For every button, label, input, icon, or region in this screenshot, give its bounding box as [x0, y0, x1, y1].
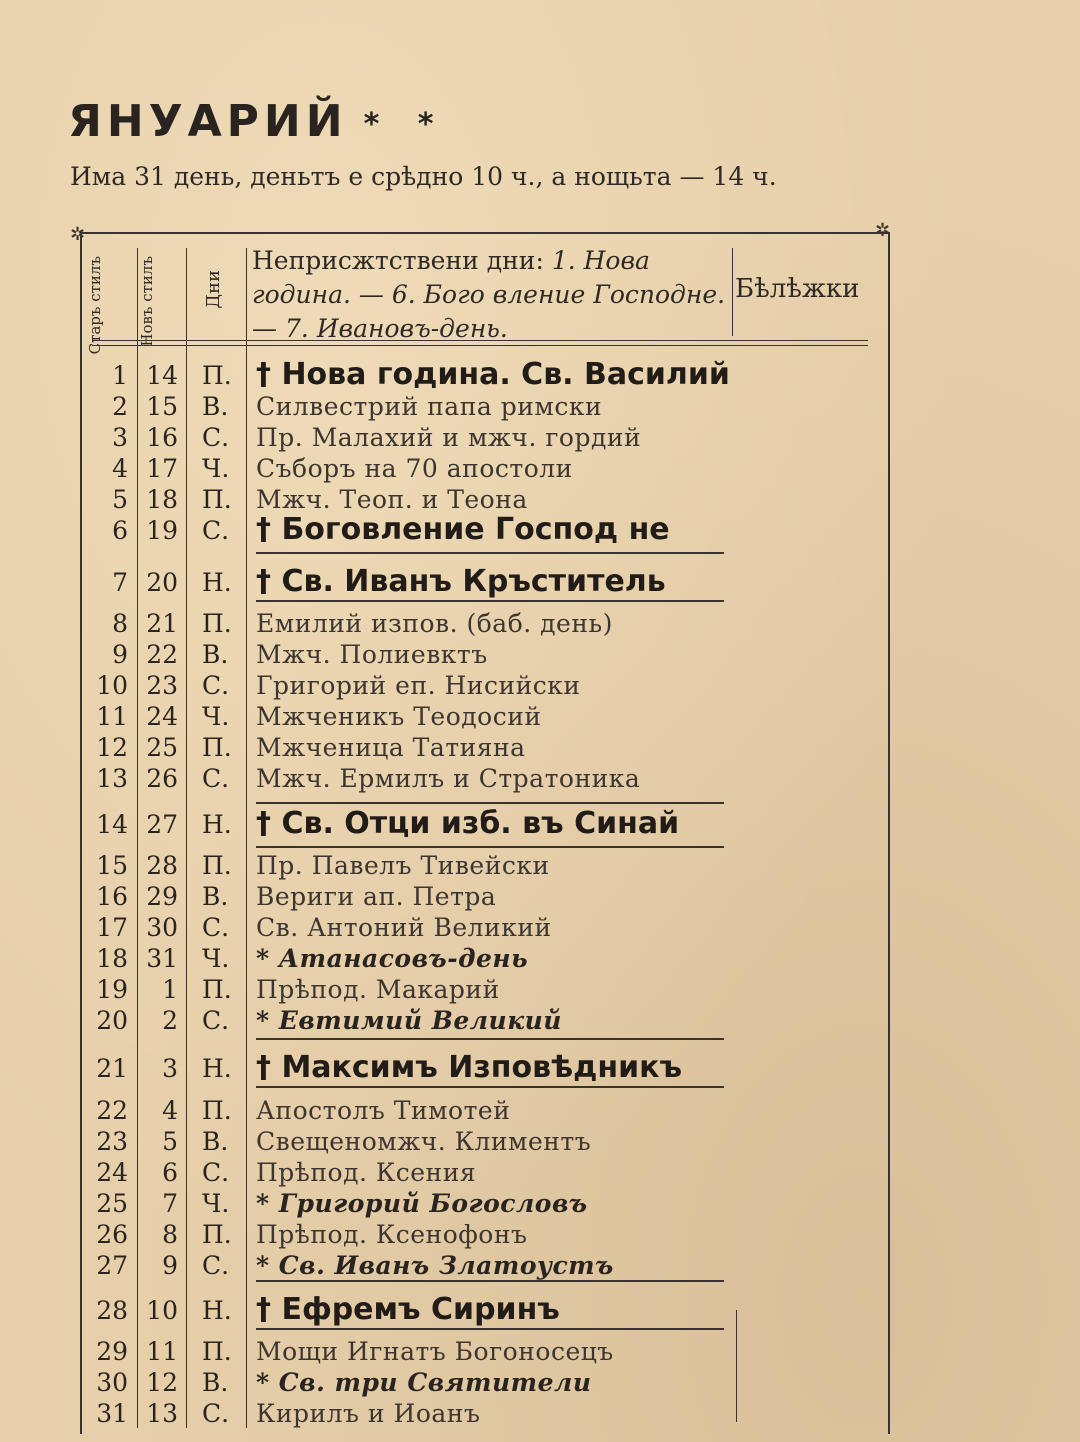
day-of-week: С. — [202, 1251, 230, 1280]
day-row — [86, 392, 736, 423]
day-of-week: П. — [202, 1096, 232, 1125]
day-of-week: П. — [202, 975, 232, 1004]
day-row — [86, 1251, 736, 1282]
day-old-style: 23 — [96, 1127, 128, 1156]
saint-name: * Св. Иванъ Златоустъ — [256, 1251, 614, 1280]
saint-name: † Ефремъ Сиринъ — [256, 1292, 560, 1327]
day-row — [86, 1127, 736, 1158]
day-old-style: 5 — [112, 485, 128, 514]
day-new-style: 9 — [162, 1251, 178, 1280]
saint-name: Св. Антоний Великий — [256, 913, 552, 942]
day-new-style: 21 — [146, 609, 178, 638]
day-old-style: 7 — [112, 568, 128, 597]
feast-separator — [256, 1328, 724, 1330]
day-old-style: 11 — [96, 702, 128, 731]
day-row — [86, 1399, 736, 1430]
day-row — [86, 851, 736, 882]
day-old-style: 22 — [96, 1096, 128, 1125]
saint-name: Мжченица Татияна — [256, 733, 526, 762]
day-old-style: 28 — [96, 1296, 128, 1325]
day-row — [86, 733, 736, 764]
day-of-week: С. — [202, 1006, 230, 1035]
day-new-style: 14 — [146, 361, 178, 390]
day-row — [86, 454, 736, 485]
day-new-style: 5 — [162, 1127, 178, 1156]
header-rule — [92, 340, 868, 341]
day-old-style: 13 — [96, 764, 128, 793]
holidays-list: 1. Нова година. — 6. Бого вление Господне. — 7. Ивановъ-день. — [252, 246, 726, 343]
day-new-style: 7 — [162, 1189, 178, 1218]
day-row — [86, 512, 736, 547]
saint-name: Мжч. Полиевктъ — [256, 640, 488, 669]
day-new-style: 6 — [162, 1158, 178, 1187]
day-new-style: 18 — [146, 485, 178, 514]
day-of-week: П. — [202, 1337, 232, 1366]
feast-separator — [256, 802, 724, 804]
saint-name: Кирилъ и Иоанъ — [256, 1399, 481, 1428]
day-of-week: С. — [202, 1158, 230, 1187]
day-new-style: 17 — [146, 454, 178, 483]
saint-name: Апостолъ Тимотей — [256, 1096, 511, 1125]
day-new-style: 2 — [162, 1006, 178, 1035]
saint-name: Пр. Малахий и мжч. гордий — [256, 423, 642, 452]
day-old-style: 21 — [96, 1054, 128, 1083]
day-new-style: 10 — [146, 1296, 178, 1325]
day-old-style: 20 — [96, 1006, 128, 1035]
saint-name: Пр. Павелъ Тивейски — [256, 851, 550, 880]
day-new-style: 29 — [146, 882, 178, 911]
holidays-note — [252, 244, 728, 346]
day-old-style: 29 — [96, 1337, 128, 1366]
feast-separator — [256, 846, 724, 848]
corner-ornament-icon: ✲ — [875, 220, 891, 241]
saint-name: Прѣпод. Макарий — [256, 975, 500, 1004]
day-of-week: Ч. — [202, 702, 230, 731]
day-of-week: В. — [202, 882, 229, 911]
day-old-style: 24 — [96, 1158, 128, 1187]
saint-name: Мжч. Ермилъ и Стратоника — [256, 764, 641, 793]
saint-name: Съборъ на 70 апостоли — [256, 454, 573, 483]
day-old-style: 10 — [96, 671, 128, 700]
day-old-style: 4 — [112, 454, 128, 483]
day-old-style: 19 — [96, 975, 128, 1004]
day-old-style: 25 — [96, 1189, 128, 1218]
day-of-week: Ч. — [202, 1189, 230, 1218]
day-old-style: 14 — [96, 810, 128, 839]
column-divider — [736, 1310, 737, 1422]
saint-name: * Евтимий Великий — [256, 1006, 562, 1035]
day-of-week: П. — [202, 733, 232, 762]
saint-name: † Св. Иванъ Кръститель — [256, 564, 666, 599]
day-row — [86, 764, 736, 795]
day-of-week: Н. — [202, 810, 232, 839]
day-old-style: 1 — [112, 361, 128, 390]
day-old-style: 16 — [96, 882, 128, 911]
day-row — [86, 1292, 736, 1327]
saint-name: † Св. Отци изб. въ Синай — [256, 806, 680, 841]
day-row — [86, 1368, 736, 1399]
day-row — [86, 671, 736, 702]
day-new-style: 8 — [162, 1220, 178, 1249]
day-new-style: 13 — [146, 1399, 178, 1428]
day-of-week: С. — [202, 1399, 230, 1428]
saint-name: † Нова година. Св. Василий — [256, 357, 730, 392]
day-old-style: 17 — [96, 913, 128, 942]
day-new-style: 26 — [146, 764, 178, 793]
corner-ornament-icon: ✲ — [70, 224, 86, 245]
saint-name: * Св. три Святители — [256, 1368, 592, 1397]
day-of-week: П. — [202, 1220, 232, 1249]
day-old-style: 9 — [112, 640, 128, 669]
day-of-week: Ч. — [202, 944, 230, 973]
day-old-style: 6 — [112, 516, 128, 545]
day-new-style: 31 — [146, 944, 178, 973]
day-row — [86, 357, 736, 392]
saint-name: † Максимъ Изповѣдникъ — [256, 1050, 683, 1085]
day-of-week: П. — [202, 361, 232, 390]
feast-separator — [256, 1086, 724, 1088]
asterisk-ornament-icon: * * — [363, 106, 448, 142]
saint-name: Силвестрий папа римски — [256, 392, 603, 421]
day-row — [86, 1158, 736, 1189]
day-of-week: С. — [202, 423, 230, 452]
saint-name: Григорий еп. Нисийски — [256, 671, 581, 700]
day-new-style: 30 — [146, 913, 178, 942]
header-rule — [92, 345, 868, 346]
day-of-week: С. — [202, 516, 230, 545]
day-old-style: 18 — [96, 944, 128, 973]
day-new-style: 3 — [162, 1054, 178, 1083]
saint-name: Мощи Игнатъ Богоносецъ — [256, 1337, 614, 1366]
saint-name: Свещеномжч. Климентъ — [256, 1127, 592, 1156]
day-row — [86, 1220, 736, 1251]
day-of-week: С. — [202, 671, 230, 700]
day-of-week: В. — [202, 640, 229, 669]
day-new-style: 4 — [162, 1096, 178, 1125]
day-of-week: В. — [202, 392, 229, 421]
day-new-style: 15 — [146, 392, 178, 421]
day-old-style: 27 — [96, 1251, 128, 1280]
day-old-style: 15 — [96, 851, 128, 880]
day-new-style: 22 — [146, 640, 178, 669]
day-row — [86, 1189, 736, 1220]
day-row — [86, 1050, 736, 1085]
day-old-style: 12 — [96, 733, 128, 762]
day-new-style: 20 — [146, 568, 178, 597]
saint-name: * Григорий Богословъ — [256, 1189, 588, 1218]
day-new-style: 25 — [146, 733, 178, 762]
feast-separator — [256, 552, 724, 554]
notes-column-header: Бѣлѣжки — [735, 274, 860, 304]
day-row — [86, 975, 736, 1006]
page-title — [68, 96, 447, 147]
day-old-style: 3 — [112, 423, 128, 452]
day-row — [86, 609, 736, 640]
day-new-style: 16 — [146, 423, 178, 452]
day-of-week: С. — [202, 913, 230, 942]
day-new-style: 12 — [146, 1368, 178, 1397]
day-row — [86, 1337, 736, 1368]
day-new-style: 1 — [162, 975, 178, 1004]
day-of-week: В. — [202, 1368, 229, 1397]
saint-name: Вериги ап. Петра — [256, 882, 497, 911]
day-row — [86, 806, 736, 841]
feast-separator — [256, 1280, 724, 1282]
day-of-week: Н. — [202, 1054, 232, 1083]
day-row — [86, 702, 736, 733]
day-of-week: С. — [202, 764, 230, 793]
col-header-old-style: Старъ стилъ — [86, 256, 104, 355]
day-row — [86, 1006, 736, 1037]
saint-name: Мжч. Теоп. и Теона — [256, 485, 528, 514]
column-divider — [732, 248, 733, 336]
day-old-style: 8 — [112, 609, 128, 638]
month-info: Има 31 день, деньтъ е срѣдно 10 ч., а нощьта — 14 ч. — [70, 162, 777, 191]
day-of-week: Н. — [202, 568, 232, 597]
day-new-style: 19 — [146, 516, 178, 545]
day-of-week: В. — [202, 1127, 229, 1156]
day-row — [86, 1096, 736, 1127]
day-of-week: П. — [202, 851, 232, 880]
day-old-style: 30 — [96, 1368, 128, 1397]
col-header-days: Дни — [203, 270, 224, 309]
saint-name: Прѣпод. Ксения — [256, 1158, 477, 1187]
day-new-style: 28 — [146, 851, 178, 880]
feast-separator — [256, 600, 724, 602]
day-row — [86, 882, 736, 913]
day-new-style: 23 — [146, 671, 178, 700]
day-row — [86, 564, 736, 599]
day-of-week: Ч. — [202, 454, 230, 483]
month-title: ЯНУАРИЙ — [68, 96, 348, 147]
saint-name: † Боговление Господ не — [256, 512, 670, 547]
saint-name: Мжченикъ Теодосий — [256, 702, 542, 731]
day-old-style: 31 — [96, 1399, 128, 1428]
day-of-week: П. — [202, 485, 232, 514]
feast-separator — [256, 1038, 724, 1040]
day-row — [86, 640, 736, 671]
day-old-style: 26 — [96, 1220, 128, 1249]
day-of-week: Н. — [202, 1296, 232, 1325]
day-new-style: 27 — [146, 810, 178, 839]
col-header-new-style: Новъ стилъ — [138, 256, 156, 347]
day-old-style: 2 — [112, 392, 128, 421]
saint-name: * Атанасовъ-день — [256, 944, 529, 973]
day-of-week: П. — [202, 609, 232, 638]
saint-name: Емилий изпов. (баб. день) — [256, 609, 613, 638]
day-new-style: 11 — [146, 1337, 178, 1366]
saint-name: Прѣпод. Ксенофонъ — [256, 1220, 528, 1249]
day-row — [86, 944, 736, 975]
day-new-style: 24 — [146, 702, 178, 731]
holidays-label: Неприсжтствени дни: — [252, 246, 544, 275]
day-row — [86, 913, 736, 944]
day-row — [86, 423, 736, 454]
